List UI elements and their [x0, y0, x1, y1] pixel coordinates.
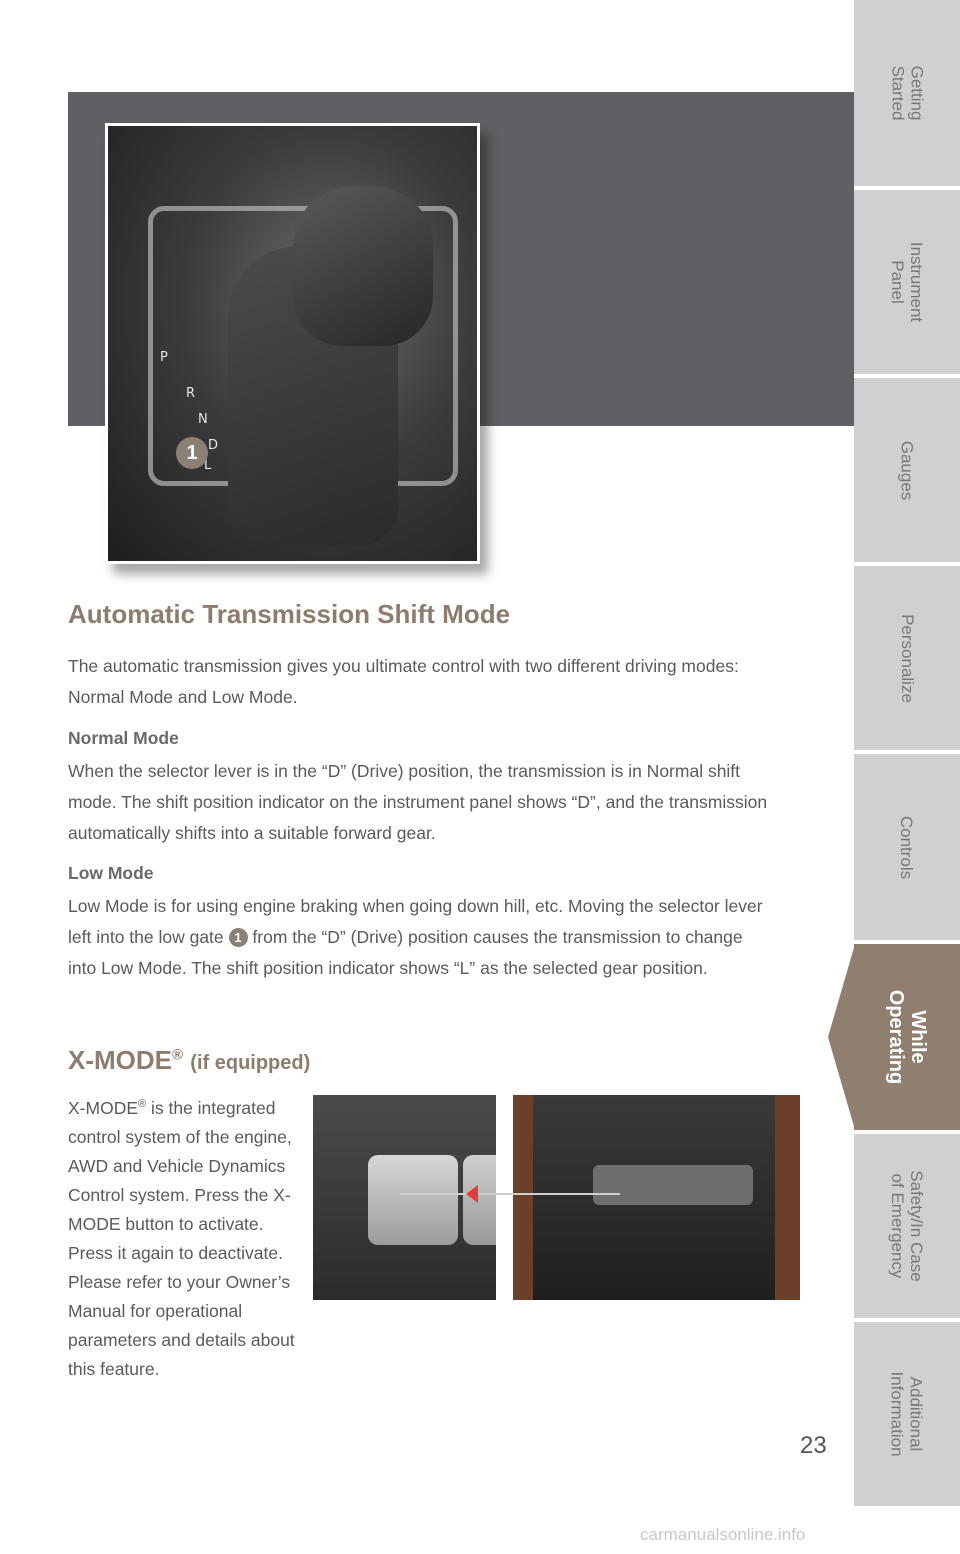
gate-label-p: P	[160, 350, 168, 365]
shift-lever-photo	[105, 123, 480, 564]
tab-label: Personalize	[897, 613, 917, 703]
tab-label: Controls	[897, 815, 917, 879]
tab-controls[interactable]	[854, 754, 960, 940]
low-mode-text	[68, 891, 768, 984]
tab-label: Getting Started	[888, 65, 926, 121]
xmode-title: X-MODE	[68, 1045, 172, 1075]
tab-additional-information[interactable]	[854, 1322, 960, 1506]
console-trim-right	[775, 1095, 800, 1300]
tab-label: Gauges	[897, 440, 917, 500]
low-mode-text-part1: Low Mode is for using engine braking when going down hill, etc. Moving the selector lever left into the low gate	[68, 896, 763, 947]
tab-instrument-panel[interactable]	[854, 190, 960, 374]
console-switch-panel	[593, 1165, 753, 1205]
tab-label: Safety/In Case of Emergency	[888, 1170, 927, 1282]
watermark: carmanualsonline.info	[640, 1525, 806, 1544]
tab-label: Additional Information	[887, 1371, 926, 1457]
xmode-text-reg: ®	[138, 1098, 147, 1110]
tab-getting-started[interactable]	[854, 0, 960, 186]
xmode-description	[68, 1090, 313, 1384]
low-mode-heading: Low Mode	[68, 863, 154, 883]
xmode-text-start: X-MODE	[68, 1097, 138, 1118]
tab-label: Instrument Panel	[888, 241, 926, 323]
gate-label-r: R	[186, 386, 196, 401]
gate-label-l: L	[204, 458, 212, 473]
shift-knob	[293, 186, 433, 346]
callout-1: 1	[176, 437, 208, 469]
xmode-title-reg: ®	[172, 1046, 184, 1064]
normal-mode-text: When the selector lever is in the “D” (Drive) position, the transmission is in Normal shift mode. The shift position indicator on the instrument panel shows “D”, and the transmission automatically shifts into a suitable forward gear.	[68, 761, 768, 843]
low-mode-text-part2: from the “D” (Drive) position causes the transmission to change into Low Mode. The shift position indicator shows “L” as the selected gear position.	[68, 927, 743, 978]
tab-while-operating[interactable]	[854, 944, 960, 1130]
xmode-text-rest: is the integrated control system of the engine, AWD and Vehicle Dynamics Control system. Press the X-MODE button to activate. Press it again to deactivate. Please refer to your Owner’s Manual for operational parameters and details about this feature.	[68, 1097, 295, 1379]
console-trim-left	[513, 1095, 533, 1300]
photo-connector-line	[400, 1193, 620, 1195]
active-tab-pointer	[828, 944, 855, 1130]
tab-personalize[interactable]	[854, 566, 960, 750]
page-number: 23	[800, 1432, 827, 1459]
normal-mode-heading: Normal Mode	[68, 728, 179, 748]
section-title-xmode	[68, 1045, 310, 1076]
tab-label: While Operating	[884, 989, 929, 1085]
xmode-button-image	[368, 1155, 458, 1245]
xmode-title-suffix: (if equipped)	[190, 1052, 311, 1074]
gear-gate	[138, 346, 218, 526]
section-title-shift-mode: Automatic Transmission Shift Mode	[68, 599, 511, 629]
intro-paragraph: The automatic transmission gives you ultimate control with two different driving modes: Normal Mode and Low Mode.	[68, 656, 739, 707]
gate-label-d: D	[208, 438, 219, 453]
red-arrow-icon	[466, 1185, 478, 1203]
inline-callout-1: 1	[229, 928, 248, 947]
tab-gauges[interactable]	[854, 378, 960, 562]
console-overview-photo	[513, 1095, 800, 1300]
gate-label-n: N	[198, 412, 208, 427]
tab-safety-emergency[interactable]	[854, 1134, 960, 1318]
